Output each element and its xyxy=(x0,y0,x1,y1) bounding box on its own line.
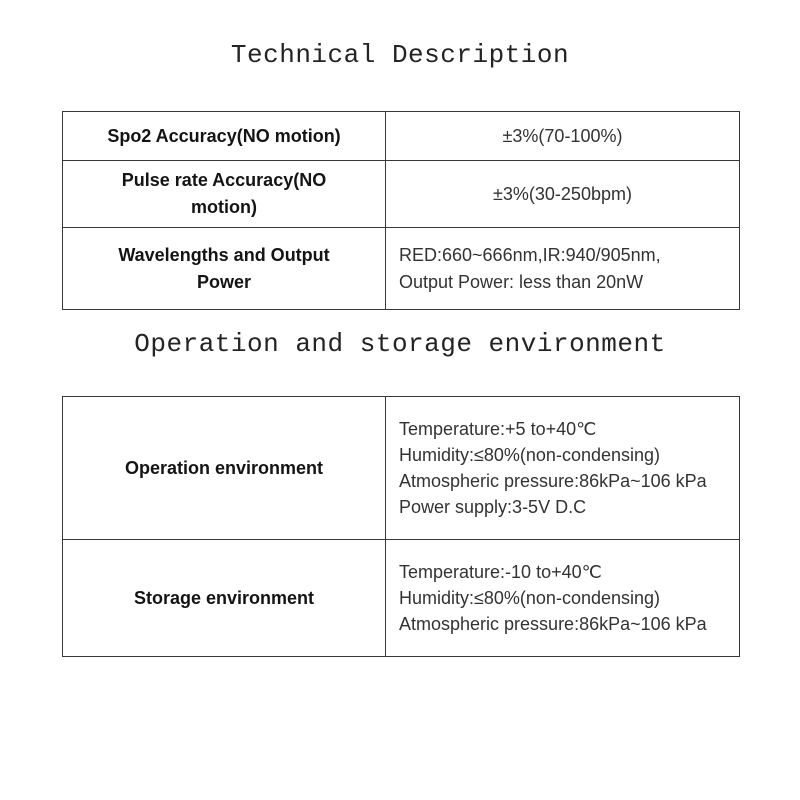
spec-label-pulse-rate-accuracy xyxy=(63,161,386,228)
label-line: motion) xyxy=(191,197,257,217)
technical-description-table xyxy=(62,111,740,310)
spec-value-operation-environment xyxy=(386,397,740,540)
section-title-operation-storage-environment: Operation and storage environment xyxy=(134,329,666,359)
value-line: Atmospheric pressure:86kPa~106 kPa xyxy=(399,614,707,634)
value-line: Output Power: less than 20nW xyxy=(399,271,644,292)
value-line: Humidity:≤80%(non-condensing) xyxy=(399,588,661,608)
value-line: Power supply:3-5V D.C xyxy=(399,497,587,517)
value-line: RED:660~666nm,IR:940/905nm, xyxy=(399,244,661,265)
value-line: Temperature:-10 to+40℃ xyxy=(399,562,602,582)
spec-label-storage-environment xyxy=(63,540,386,657)
label-line: Spo2 Accuracy(NO motion) xyxy=(107,125,341,146)
label-line: Wavelengths and Output xyxy=(118,244,330,265)
table-row xyxy=(63,161,740,228)
value-line: Atmospheric pressure:86kPa~106 kPa xyxy=(399,471,707,491)
spec-value-pulse-rate-accuracy xyxy=(386,161,740,228)
value-line: Humidity:≤80%(non-condensing) xyxy=(399,445,661,465)
spec-label-spo2-accuracy xyxy=(63,112,386,161)
label-line: Operation environment xyxy=(124,457,324,478)
label-line: Power xyxy=(196,271,252,292)
value-line: ±3%(30-250bpm) xyxy=(493,183,632,204)
value-line: ±3%(70-100%) xyxy=(502,125,623,146)
spec-label-operation-environment xyxy=(63,397,386,540)
value-line: Temperature:+5 to+40℃ xyxy=(399,419,597,439)
spec-label-wavelengths-output-power xyxy=(63,228,386,310)
environment-table xyxy=(62,396,740,657)
spec-value-wavelengths-output-power xyxy=(386,228,740,310)
table-row xyxy=(63,397,740,540)
table-row xyxy=(63,112,740,161)
section-title-technical-description: Technical Description xyxy=(230,40,570,70)
table-row xyxy=(63,540,740,657)
label-line: Pulse rate Accuracy(NO xyxy=(121,170,327,190)
label-line: Storage environment xyxy=(133,587,315,608)
table-row xyxy=(63,228,740,310)
spec-value-spo2-accuracy xyxy=(386,112,740,161)
spec-value-storage-environment xyxy=(386,540,740,657)
